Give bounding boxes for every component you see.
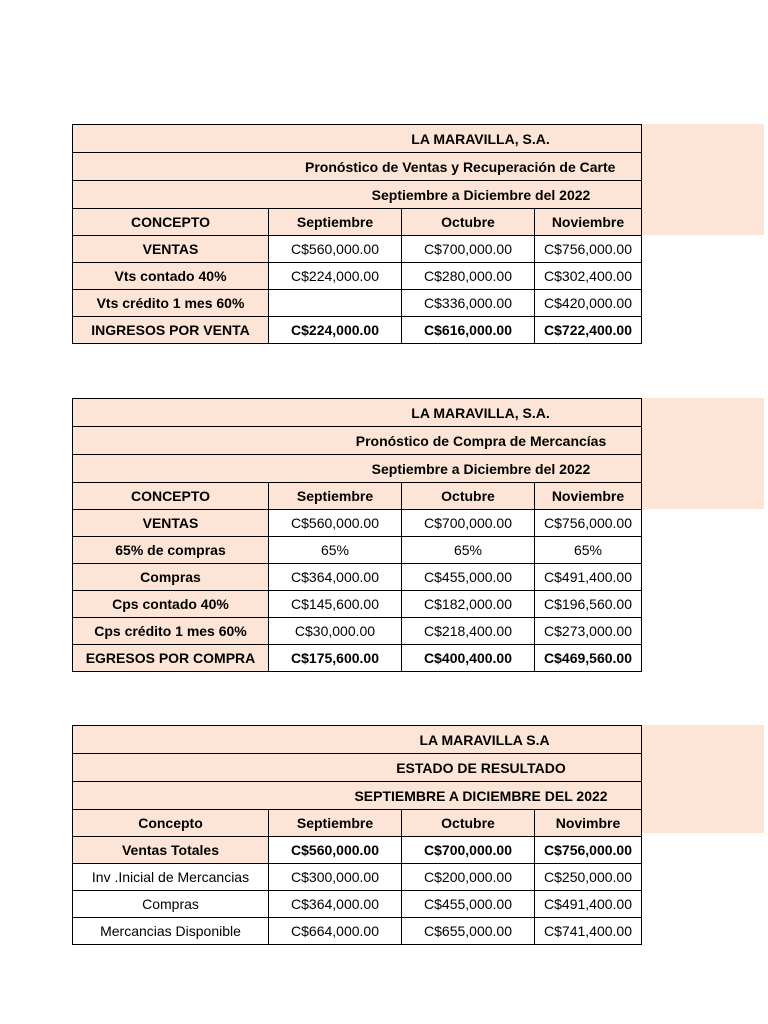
value-cell[interactable]: C$400,400.00 (402, 645, 535, 672)
header-row (73, 209, 642, 236)
company-title: LA MARAVILLA S.A (419, 731, 550, 748)
company-title-cell[interactable] (73, 399, 642, 427)
header-row (73, 483, 642, 510)
value-cell[interactable]: C$655,000.00 (402, 918, 535, 945)
company-title-cell[interactable] (73, 726, 642, 754)
value-cell[interactable]: C$491,400.00 (535, 891, 642, 918)
header-cell[interactable]: Noviembre (535, 209, 642, 236)
value-cell[interactable]: C$336,000.00 (402, 290, 535, 317)
row-label-cell[interactable]: 65% de compras (73, 537, 269, 564)
table-row (73, 918, 642, 945)
row-label-cell[interactable]: INGRESOS POR VENTA (73, 317, 269, 344)
value-cell[interactable]: C$756,000.00 (535, 837, 642, 864)
company-title: LA MARAVILLA, S.A. (411, 404, 550, 421)
table-title-row (73, 399, 642, 427)
row-label-cell[interactable]: Vts contado 40% (73, 263, 269, 290)
value-cell[interactable]: C$722,400.00 (535, 317, 642, 344)
period-title-cell[interactable] (73, 782, 642, 810)
value-cell[interactable]: C$364,000.00 (269, 564, 402, 591)
value-cell[interactable]: C$664,000.00 (269, 918, 402, 945)
value-cell[interactable]: C$175,600.00 (269, 645, 402, 672)
table-title-row (73, 153, 642, 181)
row-label-cell[interactable]: Ventas Totales (73, 837, 269, 864)
value-cell[interactable]: C$273,000.00 (535, 618, 642, 645)
value-cell[interactable]: 65% (269, 537, 402, 564)
value-cell[interactable]: C$756,000.00 (535, 510, 642, 537)
value-cell[interactable]: C$560,000.00 (269, 837, 402, 864)
value-cell[interactable]: C$224,000.00 (269, 317, 402, 344)
value-cell[interactable]: C$250,000.00 (535, 864, 642, 891)
value-cell[interactable]: C$218,400.00 (402, 618, 535, 645)
value-cell[interactable]: C$455,000.00 (402, 564, 535, 591)
value-cell[interactable] (269, 290, 402, 317)
header-cell[interactable]: Septiembre (269, 209, 402, 236)
row-label-cell[interactable]: Inv .Inicial de Mercancias (73, 864, 269, 891)
row-label-cell[interactable]: VENTAS (73, 236, 269, 263)
period-title: SEPTIEMBRE A DICIEMBRE DEL 2022 (354, 787, 608, 804)
row-label-cell[interactable]: Compras (73, 891, 269, 918)
total-row (73, 645, 642, 672)
table-row (73, 837, 642, 864)
header-row (73, 810, 642, 837)
table-title-row (73, 125, 642, 153)
row-label-cell[interactable]: Vts crédito 1 mes 60% (73, 290, 269, 317)
value-cell[interactable]: C$469,560.00 (535, 645, 642, 672)
sales-forecast-table (72, 124, 642, 344)
report-title-cell[interactable] (73, 754, 642, 782)
company-title: LA MARAVILLA, S.A. (411, 130, 550, 147)
value-cell[interactable]: C$560,000.00 (269, 236, 402, 263)
row-label-cell[interactable]: Mercancias Disponible (73, 918, 269, 945)
table-row (73, 564, 642, 591)
value-cell[interactable]: C$741,400.00 (535, 918, 642, 945)
table-row (73, 510, 642, 537)
income-statement-table (72, 725, 642, 945)
value-cell[interactable]: C$616,000.00 (402, 317, 535, 344)
period-title-cell[interactable] (73, 455, 642, 483)
row-label-cell[interactable]: VENTAS (73, 510, 269, 537)
company-title-cell[interactable] (73, 125, 642, 153)
table-row (73, 537, 642, 564)
table-row (73, 591, 642, 618)
header-cell[interactable]: Noviembre (535, 483, 642, 510)
value-cell[interactable]: C$196,560.00 (535, 591, 642, 618)
sales-forecast-block (72, 124, 642, 344)
header-cell[interactable]: Novimbre (535, 810, 642, 837)
period-title: Septiembre a Diciembre del 2022 (371, 460, 591, 477)
header-cell[interactable]: CONCEPTO (73, 483, 269, 510)
value-cell[interactable]: C$300,000.00 (269, 864, 402, 891)
table-row (73, 263, 642, 290)
value-cell[interactable]: C$302,400.00 (535, 263, 642, 290)
value-cell[interactable]: C$224,000.00 (269, 263, 402, 290)
table-title-row (73, 455, 642, 483)
value-cell[interactable]: 65% (535, 537, 642, 564)
table-title-row (73, 726, 642, 754)
value-cell[interactable]: C$182,000.00 (402, 591, 535, 618)
row-label-cell[interactable]: Cps contado 40% (73, 591, 269, 618)
row-label-cell[interactable]: Cps crédito 1 mes 60% (73, 618, 269, 645)
value-cell[interactable]: C$145,600.00 (269, 591, 402, 618)
table-row (73, 618, 642, 645)
sheet-fill-band-2 (640, 398, 764, 509)
sheet-fill-band-1 (640, 124, 764, 235)
table-row (73, 236, 642, 263)
value-cell[interactable]: C$700,000.00 (402, 236, 535, 263)
value-cell[interactable]: C$280,000.00 (402, 263, 535, 290)
table-title-row (73, 754, 642, 782)
table-row (73, 891, 642, 918)
purchase-forecast-block (72, 398, 642, 672)
header-cell[interactable]: Octubre (402, 483, 535, 510)
value-cell[interactable]: 65% (402, 537, 535, 564)
header-cell[interactable]: Concepto (73, 810, 269, 837)
table-row (73, 864, 642, 891)
value-cell[interactable]: C$420,000.00 (535, 290, 642, 317)
value-cell[interactable]: C$364,000.00 (269, 891, 402, 918)
value-cell[interactable]: C$30,000.00 (269, 618, 402, 645)
report-title: ESTADO DE RESULTADO (396, 759, 566, 776)
table-title-row (73, 782, 642, 810)
period-title: Septiembre a Diciembre del 2022 (371, 186, 591, 203)
row-label-cell[interactable]: Compras (73, 564, 269, 591)
report-title-cell[interactable] (73, 153, 642, 181)
value-cell[interactable]: C$455,000.00 (402, 891, 535, 918)
sheet-fill-band-3 (640, 725, 764, 833)
value-cell[interactable]: C$491,400.00 (535, 564, 642, 591)
total-row (73, 317, 642, 344)
header-cell[interactable]: Septiembre (269, 810, 402, 837)
report-title-cell[interactable] (73, 427, 642, 455)
value-cell[interactable]: C$700,000.00 (402, 510, 535, 537)
header-cell[interactable]: CONCEPTO (73, 209, 269, 236)
report-title: Pronóstico de Ventas y Recuperación de Carte (305, 158, 616, 175)
header-cell[interactable]: Septiembre (269, 483, 402, 510)
table-title-row (73, 427, 642, 455)
period-title-cell[interactable] (73, 181, 642, 209)
value-cell[interactable]: C$200,000.00 (402, 864, 535, 891)
value-cell[interactable]: C$756,000.00 (535, 236, 642, 263)
table-title-row (73, 181, 642, 209)
report-title: Pronóstico de Compra de Mercancías (355, 432, 607, 449)
header-cell[interactable]: Octubre (402, 810, 535, 837)
purchase-forecast-table (72, 398, 642, 672)
income-statement-block (72, 725, 642, 945)
header-cell[interactable]: Octubre (402, 209, 535, 236)
table-row (73, 290, 642, 317)
value-cell[interactable]: C$700,000.00 (402, 837, 535, 864)
value-cell[interactable]: C$560,000.00 (269, 510, 402, 537)
row-label-cell[interactable]: EGRESOS POR COMPRA (73, 645, 269, 672)
